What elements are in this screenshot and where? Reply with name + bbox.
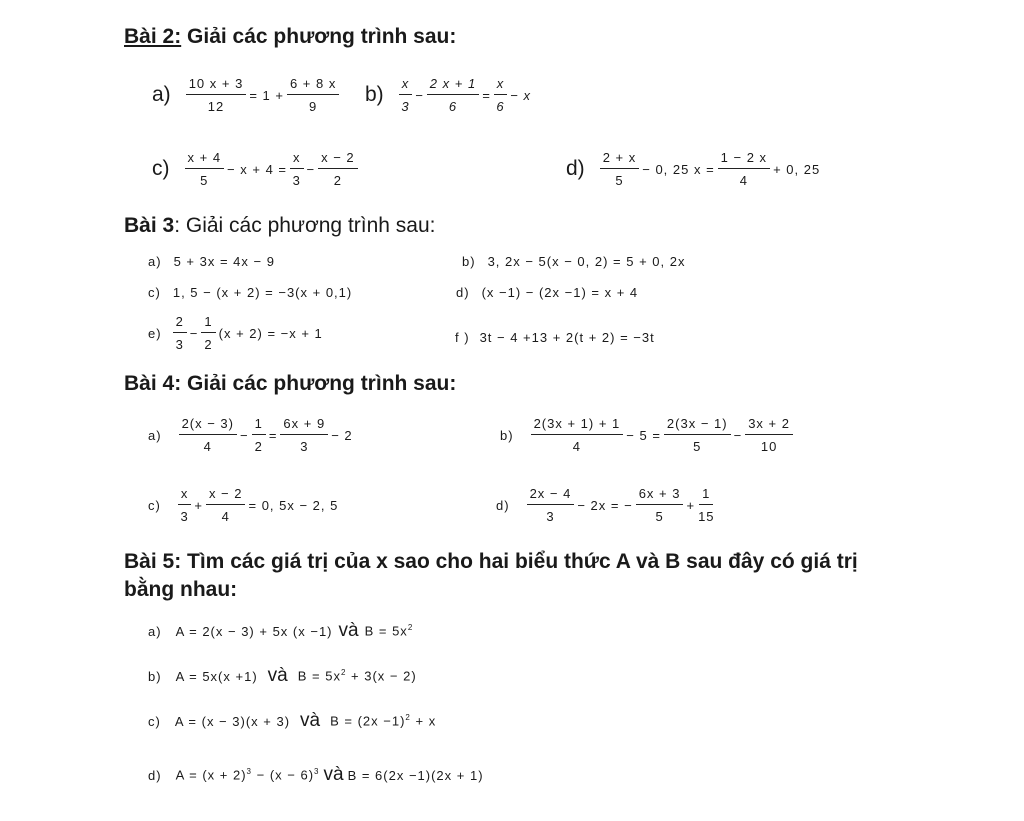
bai5-title-line2: bằng nhau: bbox=[124, 578, 238, 601]
fraction: $\frac{1}{2}$ bbox=[201, 314, 215, 352]
item-label: c) bbox=[152, 157, 170, 180]
item-label: d) bbox=[566, 157, 585, 180]
item-label: d) bbox=[496, 497, 510, 513]
bai5-heading bbox=[124, 548, 858, 604]
item-label: b) bbox=[500, 427, 514, 443]
expression-b: $B = 5x^2 + 3(x - 2)$ bbox=[297, 668, 417, 684]
fraction: $\frac{2 + x}{5}$ bbox=[600, 150, 640, 188]
fraction: $\frac{x}{3}$ bbox=[178, 486, 192, 524]
item-label: a) bbox=[148, 623, 162, 639]
fraction: $\frac{x - 2}{2}$ bbox=[318, 150, 358, 188]
expression-a: A = 2(x − 3) + 5x (x −1) bbox=[175, 623, 333, 639]
bai2-item-d: d) $\frac{2 + x}{5}$ − 0, 25 x = $\frac{1 - 2 x}{4}$ + 0, 25 bbox=[566, 150, 821, 188]
bai4-title: Bài 4: Giải các phương trình sau: bbox=[124, 372, 457, 395]
bai2-heading bbox=[124, 25, 456, 49]
conjunction: và bbox=[338, 620, 359, 641]
item-label: c) bbox=[148, 713, 161, 729]
equation: 3t − 4 +13 + 2(t + 2) = −3t bbox=[479, 330, 655, 345]
equation: 3, 2x − 5(x − 0, 2) = 5 + 0, 2x bbox=[487, 254, 686, 269]
bai4-item-b: b) $\frac{2(3x + 1) + 1}{4}$ − 5 = $\frac{2(3x - 1)}{5}$ − $\frac{3x + 2}{10}$ bbox=[500, 416, 796, 454]
bai2-item-b: b) $\frac{x}{3}$ − $\frac{2 x + 1}{6}$ = $\frac{x}{6}$ − x bbox=[365, 76, 531, 114]
fraction: $\frac{2(x - 3)}{4}$ bbox=[179, 416, 237, 454]
fraction: $\frac{x}{3}$ bbox=[399, 76, 413, 114]
fraction: $\frac{2x - 4}{3}$ bbox=[527, 486, 575, 524]
fraction: $\frac{x + 4}{5}$ bbox=[185, 150, 225, 188]
bai3-title-rest: : Giải các phương trình sau: bbox=[174, 214, 436, 237]
fraction: $\frac{6 + 8 x}{9}$ bbox=[287, 76, 339, 114]
fraction: $\frac{2}{3}$ bbox=[173, 314, 187, 352]
bai3-item-c bbox=[148, 285, 352, 300]
bai4-item-d: d) $\frac{2x - 4}{3}$ − 2x = − $\frac{6x + 3}{5}$ + $\frac{1}{15}$ bbox=[496, 486, 715, 524]
expression-a: A = 5x(x +1) bbox=[175, 668, 258, 684]
conjunction: và bbox=[300, 710, 321, 731]
fraction: $\frac{10 x + 3}{12}$ bbox=[186, 76, 247, 114]
expression-a: A = (x − 3)(x + 3) bbox=[174, 713, 291, 729]
fraction: $\frac{x - 2}{4}$ bbox=[206, 486, 246, 524]
equation: 1, 5 − (x + 2) = −3(x + 0,1) bbox=[172, 285, 353, 300]
bai2-title-rest: Giải các phương trình sau: bbox=[181, 25, 457, 48]
bai3-item-e: e) $\frac{2}{3}$ − $\frac{1}{2}$ (x + 2) = −x + 1 bbox=[148, 314, 323, 352]
equation: (x −1) − (2x −1) = x + 4 bbox=[481, 285, 639, 300]
item-label: a) bbox=[152, 83, 171, 106]
bai5-item-c bbox=[148, 710, 436, 732]
item-label: c) bbox=[148, 497, 161, 513]
bai3-item-d bbox=[456, 285, 638, 300]
bai2-title: Bài 2: bbox=[124, 25, 182, 48]
bai5-item-a bbox=[148, 620, 413, 642]
bai5-title-line1: Bài 5: Tìm các giá trị của x sao cho hai biểu thức A và B sau đây có giá trị bbox=[124, 550, 858, 573]
fraction: $\frac{6x + 9}{3}$ bbox=[280, 416, 328, 454]
item-label: d) bbox=[456, 285, 470, 300]
fraction: $\frac{1}{2}$ bbox=[252, 416, 266, 454]
bai3-heading bbox=[124, 214, 436, 238]
bai2-item-c: c) $\frac{x + 4}{5}$ − x + 4 = $\frac{x}{3}$ − $\frac{x - 2}{2}$ bbox=[152, 150, 361, 188]
item-label: d) bbox=[148, 767, 162, 783]
bai4-item-c: c) $\frac{x}{3}$ + $\frac{x - 2}{4}$ = 0, 5x − 2, 5 bbox=[148, 486, 339, 524]
expression-b: $B = 5x^2$ bbox=[364, 623, 414, 639]
fraction: $\frac{1}{15}$ bbox=[698, 486, 715, 524]
bai5-item-b bbox=[148, 665, 417, 687]
equation: 5 + 3x = 4x − 9 bbox=[173, 254, 275, 269]
item-label: a) bbox=[148, 427, 162, 443]
bai3-item-a bbox=[148, 254, 275, 269]
fraction: $\frac{6x + 3}{5}$ bbox=[636, 486, 684, 524]
bai3-title: Bài 3 bbox=[124, 214, 175, 237]
conjunction: và bbox=[267, 665, 288, 686]
bai2-item-a: a) $\frac{10 x + 3}{12}$ = 1 + $\frac{6 + 8 x}{9}$ bbox=[152, 76, 342, 114]
item-label: b) bbox=[148, 668, 162, 684]
fraction: $\frac{x}{6}$ bbox=[494, 76, 508, 114]
bai4-item-a: a) $\frac{2(x - 3)}{4}$ − $\frac{1}{2}$ = $\frac{6x + 9}{3}$ − 2 bbox=[148, 416, 353, 454]
fraction: $\frac{1 - 2 x}{4}$ bbox=[718, 150, 770, 188]
fraction: $\frac{2(3x - 1)}{5}$ bbox=[664, 416, 731, 454]
expression-a: $A = (x + 2)^3 - (x - 6)^3$ bbox=[175, 767, 320, 783]
item-label: b) bbox=[462, 254, 476, 269]
item-label: f ) bbox=[455, 330, 470, 345]
bai3-item-f bbox=[455, 330, 655, 345]
bai3-item-b bbox=[462, 254, 686, 269]
fraction: $\frac{3x + 2}{10}$ bbox=[745, 416, 793, 454]
item-label: c) bbox=[148, 285, 161, 300]
fraction: $\frac{2 x + 1}{6}$ bbox=[427, 76, 479, 114]
item-label: b) bbox=[365, 83, 384, 106]
expression-b: B = 6(2x −1)(2x + 1) bbox=[347, 767, 484, 783]
item-label: a) bbox=[148, 254, 162, 269]
item-label: e) bbox=[148, 325, 162, 341]
bai4-heading bbox=[124, 372, 456, 396]
expression-b: $B = (2x -1)^2 + x$ bbox=[330, 713, 437, 729]
fraction: $\frac{x}{3}$ bbox=[290, 150, 304, 188]
conjunction: và bbox=[323, 764, 344, 785]
fraction: $\frac{2(3x + 1) + 1}{4}$ bbox=[531, 416, 624, 454]
bai5-item-d bbox=[148, 764, 484, 786]
